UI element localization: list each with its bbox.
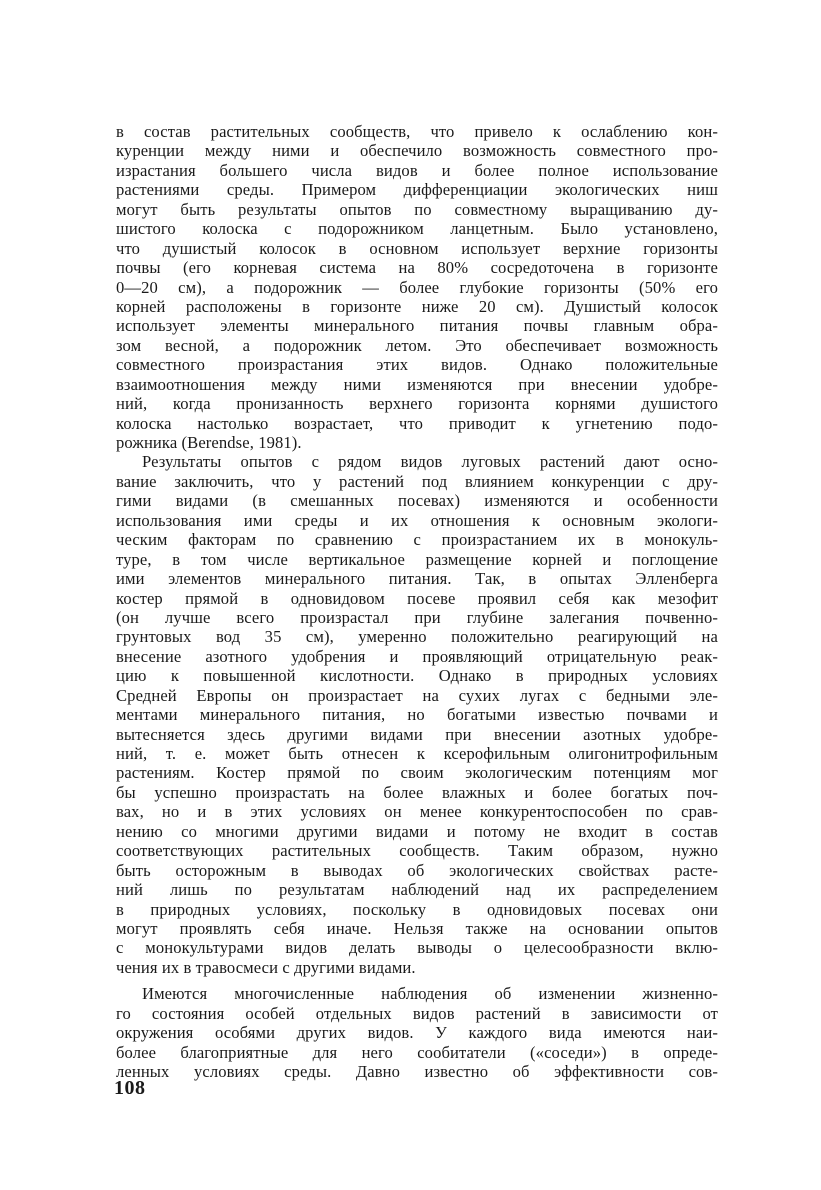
text-line: быть осторожным в выводах об экологических свойствах расте- — [116, 860, 718, 880]
text-line: корней расположены в горизонте ниже 20 см). Душистый колосок — [116, 296, 718, 316]
text-line: 0—20 см), а подорожник — более глубокие горизонты (50% его — [116, 277, 718, 297]
text-line: цию к повышенной кислотности. Однако в природных условиях — [116, 666, 718, 686]
text-line: растениям. Костер прямой по своим экологическим потенциям мог — [116, 763, 718, 783]
text-line: в природных условиях, поскольку в одновидовых посевах они — [116, 899, 718, 919]
text-line: Имеются многочисленные наблюдения об изменении жизненно- — [142, 984, 718, 1004]
text-line: бы успешно произрастать на более влажных и более богатых поч- — [116, 782, 718, 802]
text-line: совместного произрастания этих видов. Однако положительные — [116, 355, 718, 375]
text-line: шистого колоска с подорожником ланцетным. Было установлено, — [116, 219, 718, 239]
text-line: куренции между ними и обеспечило возможность совместного про- — [116, 141, 718, 161]
text-line: ний, когда пронизанность верхнего горизонта корнями душистого — [116, 394, 718, 414]
text-line: более благоприятные для него сообитатели («соседи») в опреде- — [116, 1042, 718, 1062]
text-line: чения их в травосмеси с другими видами. — [116, 957, 416, 977]
paragraph — [116, 452, 718, 977]
text-line: использует элементы минерального питания почвы главным обра- — [116, 316, 718, 336]
text-line: Средней Европы он произрастает на сухих лугах с бедными эле- — [116, 685, 718, 705]
text-line: зом весной, а подорожник летом. Это обеспечивает возможность — [116, 335, 718, 355]
text-line: взаимоотношения между ними изменяются при внесении удобре- — [116, 374, 718, 394]
text-line: внесение азотного удобрения и проявляющий отрицательную реак- — [116, 646, 718, 666]
text-line: гими видами (в смешанных посевах) изменяются и особенности — [116, 491, 718, 511]
text-line: могут проявлять себя иначе. Нельзя также на основании опытов — [116, 918, 718, 938]
text-line: (он лучше всего произрастал при глубине залегания почвенно- — [116, 607, 718, 627]
text-line: израстания большего числа видов и более полное использование — [116, 160, 718, 180]
text-line: Результаты опытов с рядом видов луговых растений дают осно- — [142, 452, 718, 472]
text-line: вытесняется здесь другими видами при внесении азотных удобре- — [116, 724, 718, 744]
text-line: ний, т. е. может быть отнесен к ксерофильным олигонитрофильным — [116, 744, 718, 763]
text-line: колоска настолько возрастает, что приводит к угнетению подо- — [116, 413, 718, 433]
text-line: растениями среды. Примером дифференциации экологических ниш — [116, 180, 718, 200]
text-line: с монокультурами видов делать выводы о целесообразности вклю- — [116, 938, 718, 958]
paragraph-gap — [116, 977, 718, 984]
paragraph — [116, 122, 718, 452]
text-line: могут быть результаты опытов по совместному выращиванию ду- — [116, 199, 718, 219]
text-line: грунтовых вод 35 см), умеренно положительно реагирующий на — [116, 627, 718, 647]
text-line: ими элементов минерального питания. Так, в опытах Элленберга — [116, 569, 718, 589]
text-line: костер прямой в одновидовом посеве проявил себя как мезофит — [116, 588, 718, 608]
text-line: ний лишь по результатам наблюдений над их распределением — [116, 880, 718, 900]
text-line: ческим факторам по сравнению с произрастанием их в монокуль- — [116, 530, 718, 550]
text-line: окружения особями других видов. У каждого вида имеются наи- — [116, 1023, 718, 1043]
text-line: вание заключить, что у растений под влиянием конкуренции с дру- — [116, 471, 718, 491]
text-line: что душистый колосок в основном использует верхние горизонты — [116, 238, 718, 258]
paragraph — [116, 984, 718, 1081]
text-line: туре, в том числе вертикальное размещение корней и поглощение — [116, 549, 718, 569]
text-line: рожника (Berendse, 1981). — [116, 433, 302, 452]
body-text — [116, 122, 718, 1081]
text-line: ленных условиях среды. Давно известно об эффективности сов- — [116, 1062, 718, 1081]
page-number: 108 — [114, 1077, 146, 1099]
text-line: ментами минерального питания, но богатыми известью почвами и — [116, 705, 718, 725]
text-line: почвы (его корневая система на 80% сосредоточена в горизонте — [116, 258, 718, 278]
text-line: использования ими среды и их отношения к основным экологи- — [116, 510, 718, 530]
text-line: вах, но и в этих условиях он менее конкурентоспособен по срав- — [116, 802, 718, 822]
text-line: соответствующих растительных сообществ. Таким образом, нужно — [116, 841, 718, 861]
text-line: нению со многими другими видами и потому не входит в состав — [116, 821, 718, 841]
text-line: в состав растительных сообществ, что привело к ослаблению кон- — [116, 122, 718, 141]
text-line: го состояния особей отдельных видов растений в зависимости от — [116, 1003, 718, 1023]
